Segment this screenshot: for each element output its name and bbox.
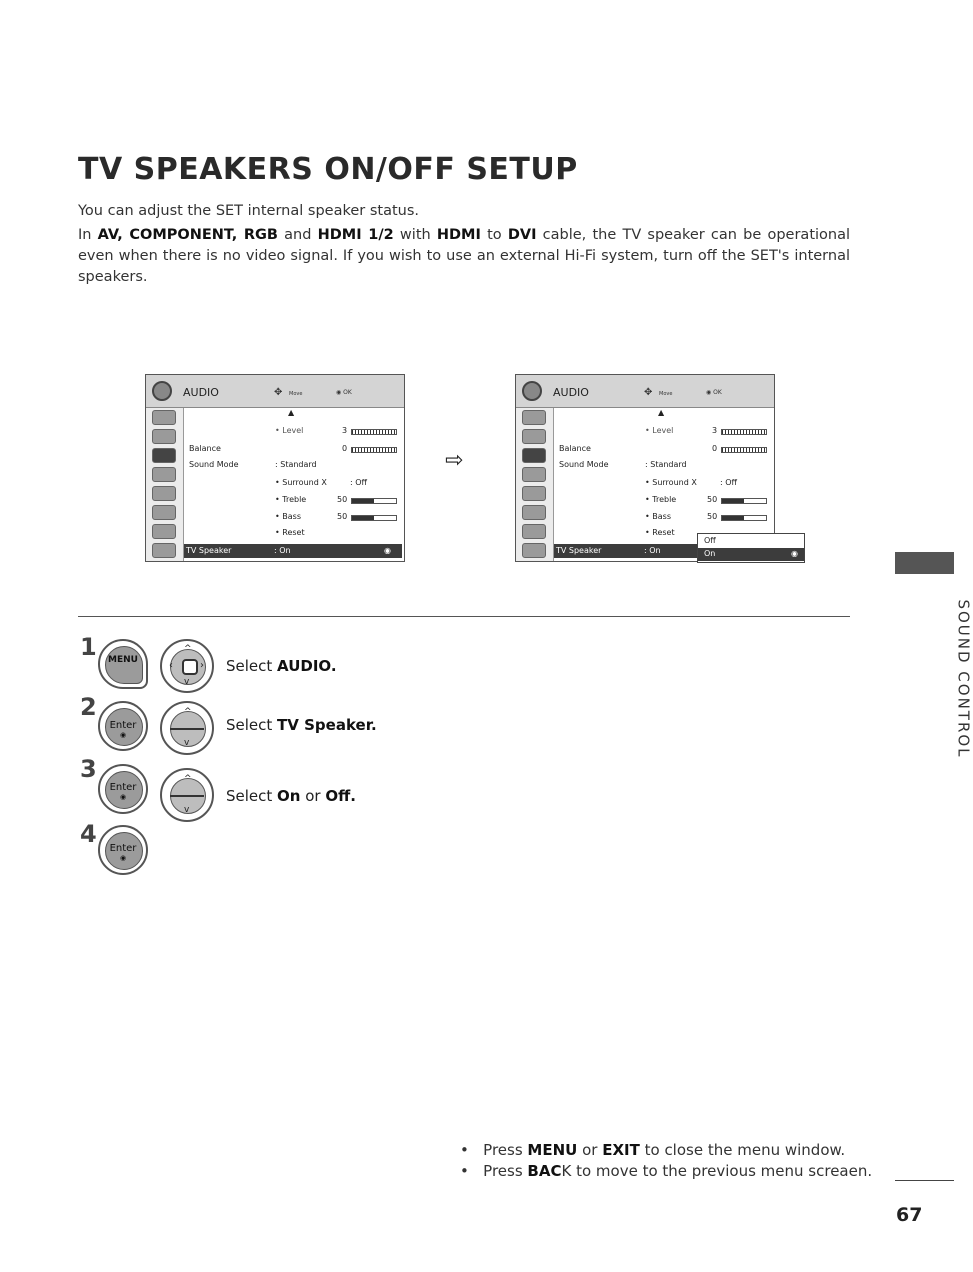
- ok-hint: ◉ OK: [336, 389, 352, 396]
- enter-button[interactable]: Enter ◉: [98, 701, 148, 751]
- move-arrows-icon: ✥: [644, 387, 653, 398]
- level-value: 3: [342, 426, 348, 435]
- page-number-rule: [895, 1180, 954, 1181]
- level-label: • Level: [645, 426, 674, 435]
- down-arrow-icon: v: [184, 738, 190, 748]
- tv-speaker-value: : On: [274, 546, 291, 555]
- move-arrows-icon: ✥: [274, 387, 283, 398]
- lock-category-icon[interactable]: [152, 505, 176, 520]
- tv-speaker-options-popup: [697, 533, 805, 563]
- osd-header: [146, 375, 404, 408]
- bass-label[interactable]: • Bass: [275, 512, 301, 521]
- osd-header: [516, 375, 774, 408]
- input-category-icon[interactable]: [152, 524, 176, 539]
- level-bar[interactable]: [351, 429, 397, 435]
- picture-category-icon[interactable]: [522, 410, 546, 425]
- surround-value: : Off: [350, 478, 368, 487]
- time-category-icon[interactable]: [152, 467, 176, 482]
- reset-item[interactable]: • Reset: [275, 528, 305, 537]
- ok-hint: ◉ OK: [706, 389, 722, 396]
- lock-category-icon[interactable]: [522, 505, 546, 520]
- notes-list: [460, 1140, 872, 1182]
- step-number-2: 2: [80, 693, 97, 721]
- page-number: 67: [896, 1204, 923, 1226]
- step-number-4: 4: [80, 820, 97, 848]
- enter-button[interactable]: Enter ◉: [98, 825, 148, 875]
- up-arrow-icon: ^: [184, 644, 192, 654]
- audio-category-icon[interactable]: [522, 448, 546, 463]
- option-category-icon[interactable]: [152, 486, 176, 501]
- sound-mode-value: : Standard: [275, 460, 317, 469]
- intro-paragraph-2: In AV, COMPONENT, RGB and HDMI 1/2 with HDMI to DVI cable, the TV speaker can be operational even when there is no video signal. If you wish to use an external Hi-Fi system, turn off the SET's internal speakers.: [78, 227, 851, 285]
- screen-category-icon[interactable]: [522, 429, 546, 444]
- audio-menu-screen-before: [145, 374, 405, 562]
- option-on-selected[interactable]: On ◉: [698, 548, 804, 561]
- right-arrow-icon: ›: [200, 660, 204, 671]
- treble-bar[interactable]: [721, 498, 767, 504]
- treble-value: 50: [337, 495, 348, 504]
- screen-category-icon[interactable]: [152, 429, 176, 444]
- up-arrow-icon: ^: [184, 707, 192, 717]
- tv-speaker-row-highlighted[interactable]: [554, 544, 699, 558]
- balance-bar[interactable]: [351, 447, 397, 453]
- step-2-instruction: Select TV Speaker.: [226, 716, 377, 734]
- balance-value: 0: [712, 444, 718, 453]
- sound-mode-value: : Standard: [645, 460, 687, 469]
- osd-title: AUDIO: [553, 386, 589, 399]
- ok-icon: ◉: [791, 549, 798, 558]
- option-category-icon[interactable]: [522, 486, 546, 501]
- usb-category-icon[interactable]: [152, 543, 176, 558]
- move-hint: Move: [659, 391, 673, 397]
- up-arrow-icon: ^: [184, 774, 192, 784]
- input-category-icon[interactable]: [522, 524, 546, 539]
- bass-label[interactable]: • Bass: [645, 512, 671, 521]
- ok-center-icon: [182, 659, 198, 675]
- page-title: TV SPEAKERS ON/OFF SETUP: [78, 152, 578, 187]
- sound-mode-label[interactable]: Sound Mode: [189, 460, 239, 469]
- level-label: • Level: [275, 426, 304, 435]
- section-divider: [78, 616, 850, 617]
- navigation-pad[interactable]: [160, 639, 214, 693]
- tv-speaker-row-highlighted[interactable]: [184, 544, 402, 558]
- usb-category-icon[interactable]: [522, 543, 546, 558]
- picture-category-icon[interactable]: [152, 410, 176, 425]
- move-hint: Move: [289, 391, 303, 397]
- audio-icon: [152, 381, 172, 401]
- scroll-up-icon[interactable]: ▲: [658, 408, 665, 417]
- step-number-1: 1: [80, 633, 97, 661]
- balance-label[interactable]: Balance: [189, 444, 221, 453]
- tv-speaker-label: TV Speaker: [186, 546, 232, 555]
- menu-category-sidebar: [146, 408, 184, 561]
- arrow-right-icon: ⇨: [445, 448, 464, 473]
- up-down-button[interactable]: [160, 701, 214, 755]
- treble-label[interactable]: • Treble: [275, 495, 307, 504]
- note-item: • Press BACK to move to the previous menu screaen.: [460, 1162, 873, 1180]
- reset-item[interactable]: • Reset: [645, 528, 675, 537]
- balance-value: 0: [342, 444, 348, 453]
- treble-label[interactable]: • Treble: [645, 495, 677, 504]
- tv-speaker-value: : On: [644, 546, 661, 555]
- treble-bar[interactable]: [351, 498, 397, 504]
- section-tab: [895, 552, 954, 574]
- option-off[interactable]: Off: [704, 536, 716, 545]
- down-arrow-icon: v: [184, 677, 190, 687]
- level-bar[interactable]: [721, 429, 767, 435]
- balance-label[interactable]: Balance: [559, 444, 591, 453]
- menu-button[interactable]: MENU: [98, 639, 148, 689]
- intro-paragraph-1: You can adjust the SET internal speaker status.: [78, 203, 419, 219]
- osd-title: AUDIO: [183, 386, 219, 399]
- scroll-up-icon[interactable]: ▲: [288, 408, 295, 417]
- surround-value: : Off: [720, 478, 738, 487]
- bass-value: 50: [337, 512, 348, 521]
- surround-label[interactable]: • Surround X: [275, 478, 327, 487]
- treble-value: 50: [707, 495, 718, 504]
- sound-mode-label[interactable]: Sound Mode: [559, 460, 609, 469]
- enter-button[interactable]: Enter ◉: [98, 764, 148, 814]
- level-value: 3: [712, 426, 718, 435]
- section-label: SOUND CONTROL: [954, 599, 973, 759]
- balance-bar[interactable]: [721, 447, 767, 453]
- note-item: • Press MENU or EXIT to close the menu window.: [460, 1141, 846, 1159]
- time-category-icon[interactable]: [522, 467, 546, 482]
- step-3-instruction: Select On or Off.: [226, 787, 356, 805]
- left-arrow-icon: ‹: [169, 660, 173, 671]
- bass-value: 50: [707, 512, 718, 521]
- bass-bar[interactable]: [351, 515, 397, 521]
- up-down-button[interactable]: [160, 768, 214, 822]
- step-1-instruction: Select AUDIO.: [226, 657, 337, 675]
- surround-label[interactable]: • Surround X: [645, 478, 697, 487]
- audio-icon: [522, 381, 542, 401]
- step-number-3: 3: [80, 755, 97, 783]
- tv-speaker-label: TV Speaker: [556, 546, 602, 555]
- ok-icon: ◉: [384, 546, 391, 555]
- audio-category-icon[interactable]: [152, 448, 176, 463]
- menu-category-sidebar: [516, 408, 554, 561]
- bass-bar[interactable]: [721, 515, 767, 521]
- down-arrow-icon: v: [184, 805, 190, 815]
- audio-menu-list: [184, 408, 404, 561]
